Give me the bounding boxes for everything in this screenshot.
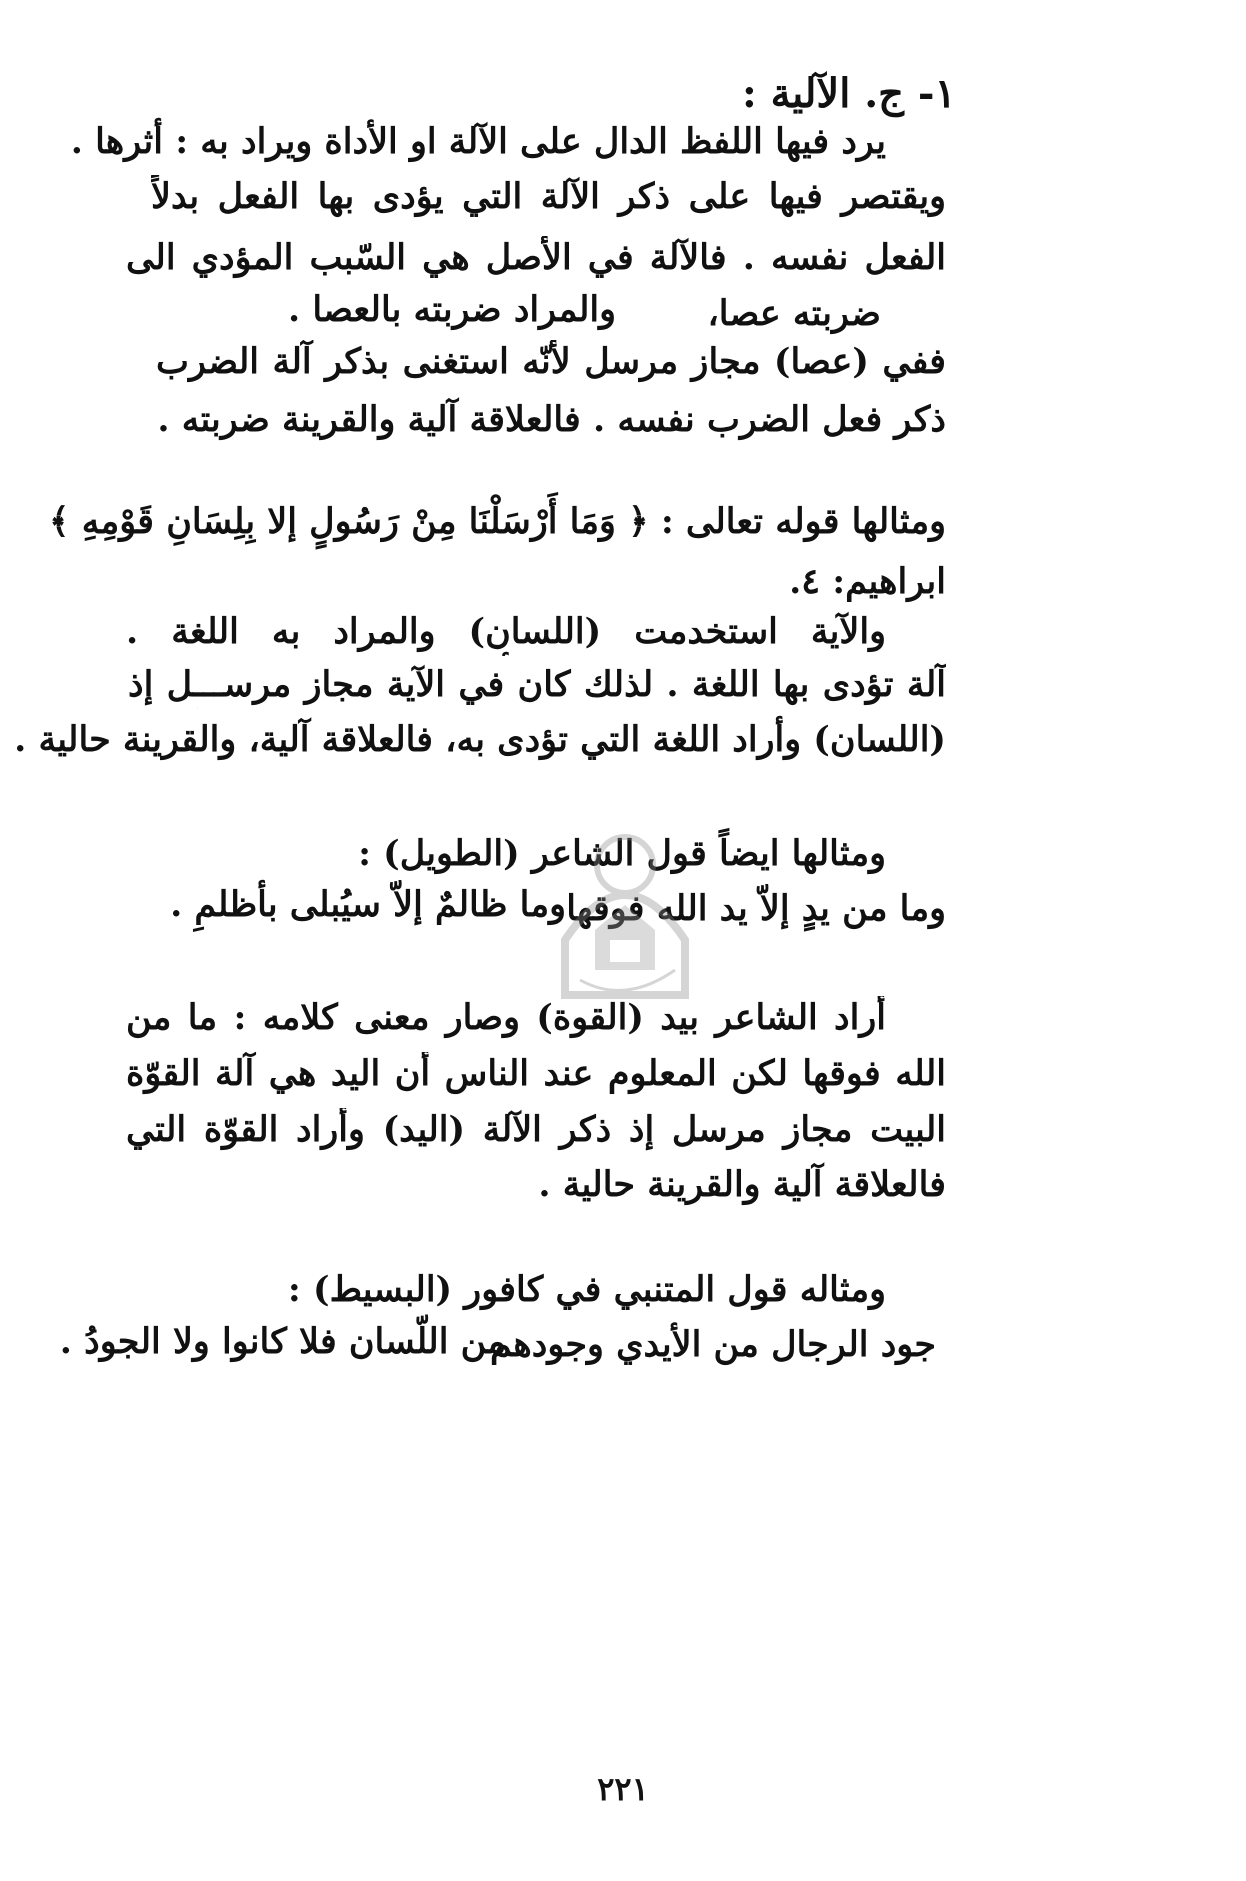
section-heading: ١- ج. الآلية : xyxy=(741,70,956,117)
poetry-verse-left: وما من يدٍ إلاّ يد الله فوقها xyxy=(566,888,946,929)
poetry-verse-right: من اللّسان فلا كانوا ولا الجودُ . xyxy=(59,1321,506,1362)
paragraph-line: يرد فيها اللفظ الدال على الآلة او الأداة ويراد به : أثرها . xyxy=(70,121,886,162)
paragraph-line: ففي (عصا) مجاز مرسل لأنّه استغنى بذكر آلة الضرب xyxy=(156,341,946,382)
example-left-part: ضربته عصا، xyxy=(707,293,881,334)
paragraph-line: ويقتصر فيها على ذكر الآلة التي يؤدى بها الفعل بدلاً xyxy=(151,176,946,217)
paragraph-line: ومثالها ايضاً قول الشاعر (الطويل) : xyxy=(358,833,886,874)
verse-reference: ابراهيم: ٤. xyxy=(789,561,946,602)
paragraph-line: آلة تؤدى بها اللغة . لذلك كان في الآية مجاز مرســـل إذ xyxy=(128,664,946,705)
paragraph-line: الله فوقها لكن المعلوم عند الناس أن اليد هي آلة القوّة xyxy=(126,1053,946,1094)
paragraph-line: الفعل نفسه . فالآلة في الأصل هي السّبب المؤدي الى xyxy=(126,237,946,278)
poetry-verse-left: جود الرجال من الأيدي وجودهم xyxy=(489,1324,936,1365)
library-seal-watermark xyxy=(525,820,725,1010)
paragraph-line: (اللسان) وأراد اللغة التي تؤدى به، فالعلاقة آلية، والقرينة حالية . xyxy=(14,719,946,760)
paragraph-line: ذكر فعل الضرب نفسه . فالعلاقة آلية والقرينة ضربته . xyxy=(157,399,946,440)
paragraph-line: والآية استخدمت (اللسان) والمراد به اللغة . xyxy=(126,611,886,652)
paragraph-line: ومثاله قول المتنبي في كافور (البسيط) : xyxy=(287,1269,886,1310)
example-right-part: والمراد ضربته بالعصا . xyxy=(288,289,616,330)
paragraph-line: البيت مجاز مرسل إذ ذكر الآلة (اليد) وأراد القوّة التي xyxy=(126,1109,946,1150)
quran-verse-line: ومثالها قوله تعالى : ﴿ وَمَا أَرْسَلْنَا مِنْ رَسُولٍ إلا بِلِسَانِ قَوْمِهِ ﴾ xyxy=(49,501,946,542)
paragraph-line: أراد الشاعر بيد (القوة) وصار معنى كلامه : ما من xyxy=(126,997,886,1038)
page-number: ٢٢١ xyxy=(597,1770,649,1808)
poetry-verse-right: وما ظالمٌ إلاّ سيُبلى بأظلمِ . xyxy=(170,884,566,925)
paragraph-line: فالعلاقة آلية والقرينة حالية . xyxy=(538,1164,946,1205)
